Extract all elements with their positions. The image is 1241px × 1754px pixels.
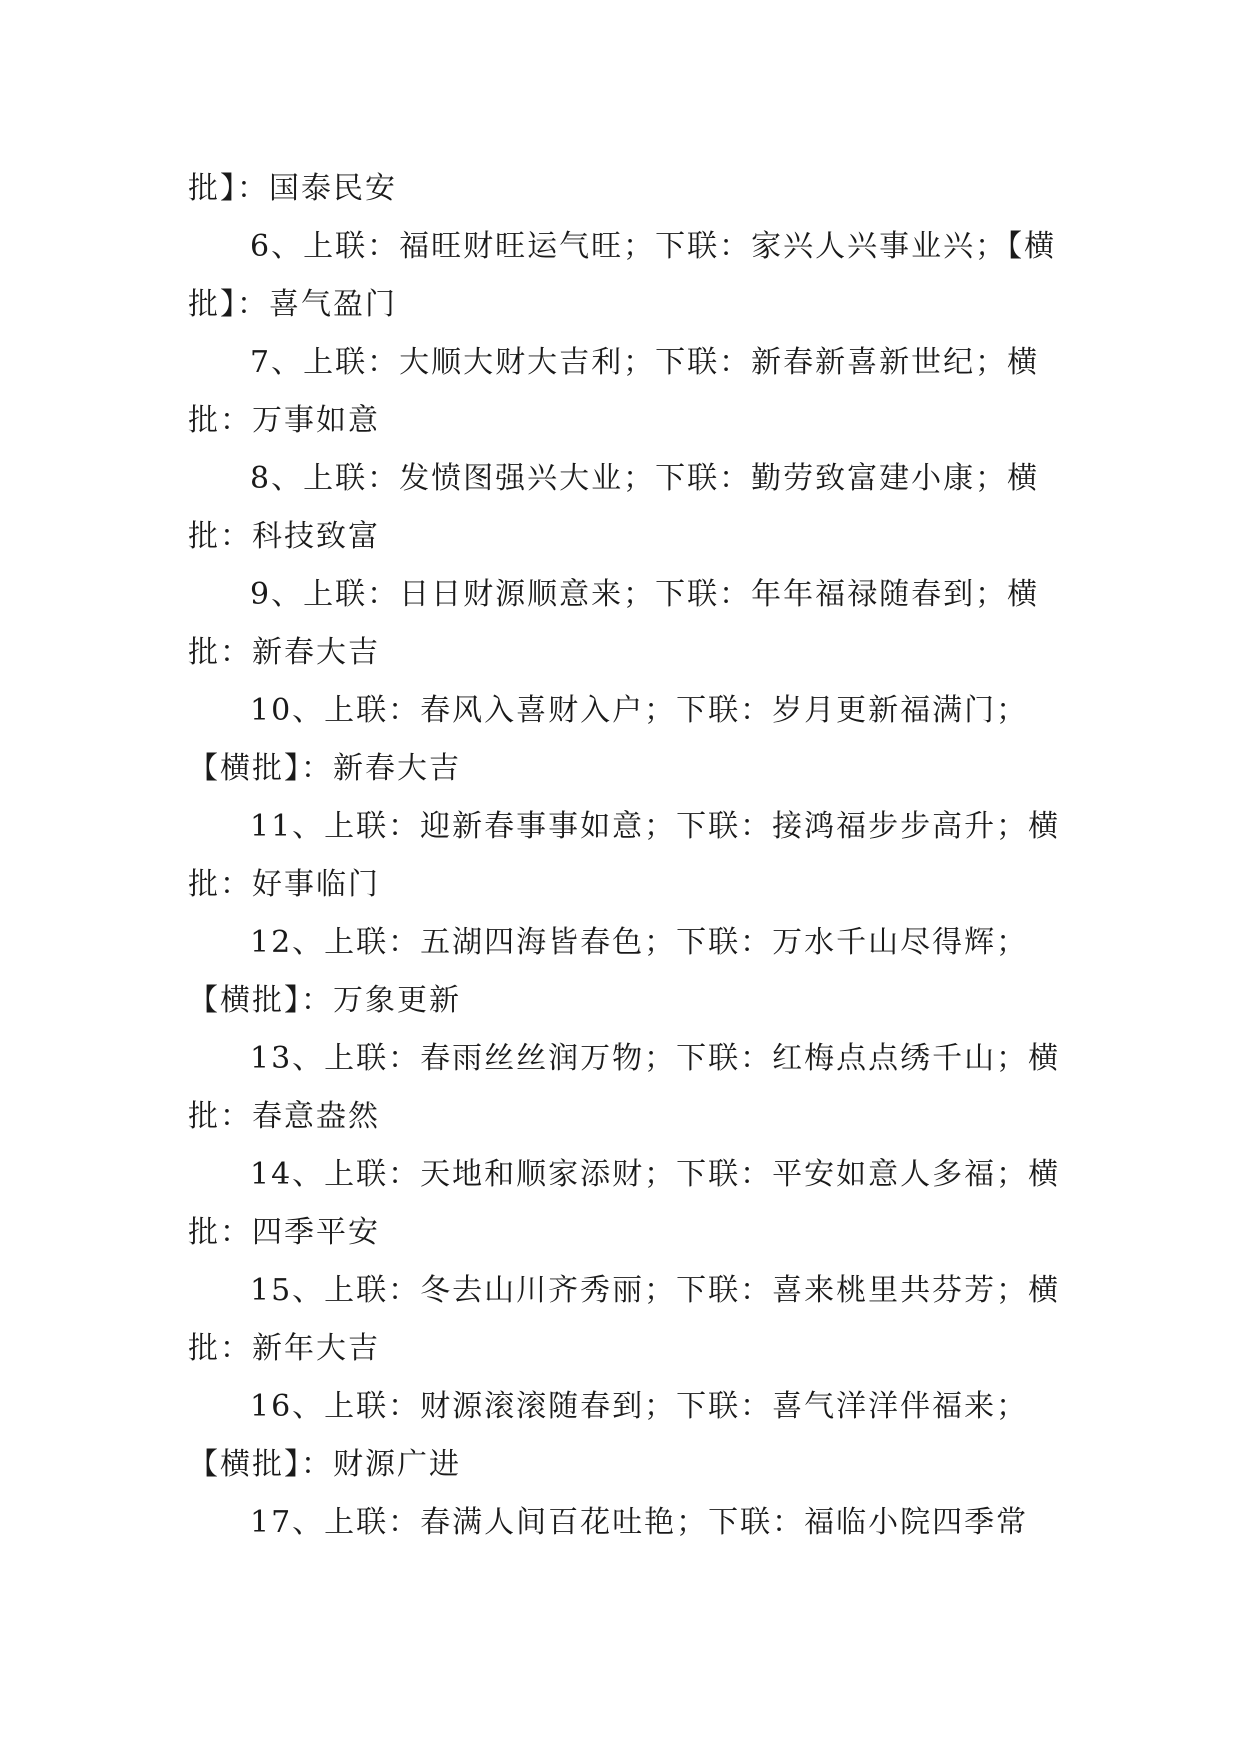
couplet-entry-10: 10、上联：春风入喜财入户；下联：岁月更新福满门； (250, 693, 1029, 728)
couplet-entry-14: 14、上联：天地和顺家添财；下联：平安如意人多福；横 (250, 1157, 1061, 1192)
text-line: 批】：国泰民安 (188, 171, 397, 206)
couplet-entry-9: 9、上联：日日财源顺意来；下联：年年福禄随春到；横 (250, 577, 1040, 612)
text-line: 批】：喜气盈门 (188, 287, 397, 322)
couplet-entry-17: 17、上联：春满人间百花吐艳；下联：福临小院四季常 (250, 1505, 1029, 1540)
couplet-entry-13: 13、上联：春雨丝丝润万物；下联：红梅点点绣千山；横 (250, 1041, 1061, 1076)
couplet-entry-12: 12、上联：五湖四海皆春色；下联：万水千山尽得辉； (250, 925, 1029, 960)
text-line: 批：万事如意 (188, 403, 380, 438)
text-line: 批：新春大吉 (188, 635, 380, 670)
text-line: 【横批】：财源广进 (188, 1447, 461, 1482)
couplet-entry-7: 7、上联：大顺大财大吉利；下联：新春新喜新世纪；横 (250, 345, 1040, 380)
couplet-entry-15: 15、上联：冬去山川齐秀丽；下联：喜来桃里共芬芳；横 (250, 1273, 1061, 1308)
couplet-entry-8: 8、上联：发愤图强兴大业；下联：勤劳致富建小康；横 (250, 461, 1040, 496)
couplet-entry-16: 16、上联：财源滚滚随春到；下联：喜气洋洋伴福来； (250, 1389, 1029, 1424)
text-line: 批：新年大吉 (188, 1331, 380, 1366)
text-line: 批：科技致富 (188, 519, 380, 554)
text-line: 批：春意盎然 (188, 1099, 380, 1134)
text-line: 【横批】：新春大吉 (188, 751, 461, 786)
text-line: 批：好事临门 (188, 867, 380, 902)
couplet-entry-6: 6、上联：福旺财旺运气旺；下联：家兴人兴事业兴；【横 (250, 229, 1057, 264)
text-line: 批：四季平安 (188, 1215, 380, 1250)
text-line: 【横批】：万象更新 (188, 983, 461, 1018)
couplet-entry-11: 11、上联：迎新春事事如意；下联：接鸿福步步高升；横 (250, 809, 1061, 844)
document-body (188, 160, 1061, 1552)
